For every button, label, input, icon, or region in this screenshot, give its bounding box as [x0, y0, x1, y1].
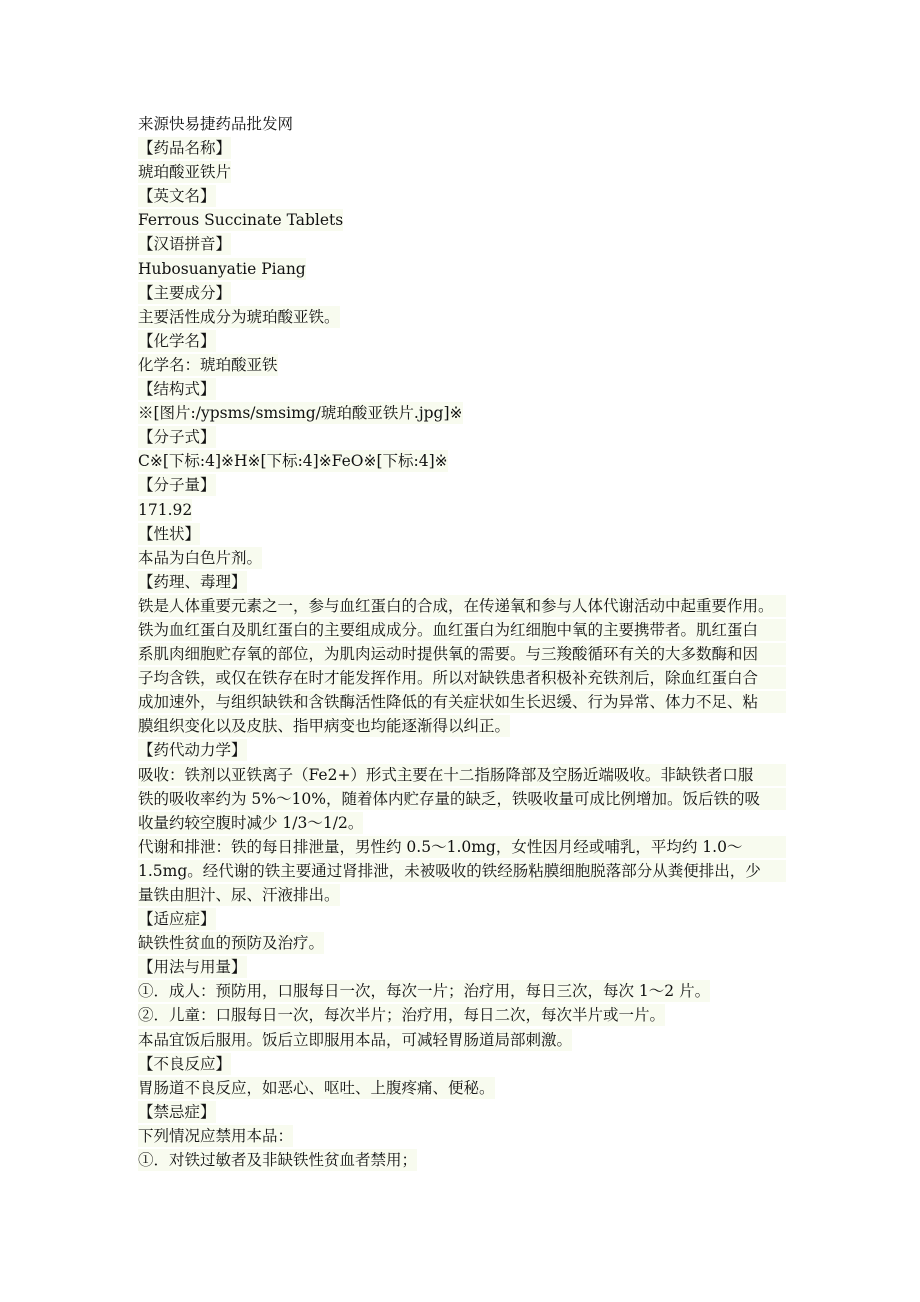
structure-text: ※[图片:/ypsms/smsimg/琥珀酸亚铁片.jpg]※ — [138, 404, 463, 423]
paragraph-line: 子均含铁，或仅在铁存在时才能发挥作用。所以对缺铁患者积极补充铁剂后，除血红蛋白合 — [138, 666, 786, 690]
dosage-child-text: ②．儿童：口服每日一次，每次半片；治疗用，每日二次，每次半片或一片。 — [138, 1006, 666, 1025]
paragraph-line: 收量约较空腹时减少 1/3～1/2。 — [138, 813, 364, 832]
weight-text: 171.92 — [138, 500, 193, 519]
section-heading-pharmacology: 【药理、毒理】 — [138, 572, 247, 591]
section-heading-pinyin: 【汉语拼音】 — [138, 235, 232, 254]
section-heading-english-name: 【英文名】 — [138, 187, 216, 206]
paragraph-line: 1.5mg。经代谢的铁主要通过肾排泄，未被吸收的铁经肠粘膜细胞脱落部分从粪便排出，少 — [138, 859, 786, 883]
section-heading-indications: 【适应症】 — [138, 910, 216, 929]
paragraph-line: 铁是人体重要元素之一，参与血红蛋白的合成，在传递氧和参与人体代谢活动中起重要作用。 — [138, 594, 786, 618]
paragraph-line: 量铁由胆汁、尿、汗液排出。 — [138, 886, 340, 904]
section-heading-formula: 【分子式】 — [138, 428, 216, 447]
section-heading-chemical-name: 【化学名】 — [138, 331, 216, 350]
source-text: 来源快易捷药品批发网 — [138, 115, 294, 133]
dosage-note-text: 本品宜饭后服用。饭后立即服用本品，可减轻胃肠道局部刺激。 — [138, 1030, 573, 1049]
chemical-name-text: 化学名：琥珀酸亚铁 — [138, 355, 278, 374]
section-heading-dosage: 【用法与用量】 — [138, 958, 247, 977]
paragraph-line: 代谢和排泄：铁的每日排泄量，男性约 0.5～1.0mg，女性因月经或哺乳，平均约 1.0～ — [138, 835, 786, 859]
excretion-paragraph — [138, 835, 786, 907]
appearance-text: 本品为白色片剂。 — [138, 548, 263, 567]
paragraph-line: 系肌肉细胞贮存氧的部位，为肌肉运动时提供氧的需要。与三羧酸循环有关的大多数酶和因 — [138, 642, 786, 666]
pinyin-text: Hubosuanyatie Piang — [138, 259, 306, 278]
section-heading-contraindications: 【禁忌症】 — [138, 1102, 216, 1121]
formula-text: C※[下标:4]※H※[下标:4]※FeO※[下标:4]※ — [138, 452, 448, 471]
ingredients-text: 主要活性成分为琥珀酸亚铁。 — [138, 307, 340, 326]
paragraph-line: 膜组织变化以及皮肤、指甲病变也均能逐渐得以纠正。 — [138, 717, 511, 736]
drug-leaflet — [138, 112, 786, 1172]
section-heading-ingredients: 【主要成分】 — [138, 283, 232, 302]
source-line — [138, 112, 786, 136]
section-heading-adverse: 【不良反应】 — [138, 1054, 232, 1073]
indications-text: 缺铁性贫血的预防及治疗。 — [138, 934, 325, 953]
adverse-text: 胃肠道不良反应，如恶心、呕吐、上腹疼痛、便秘。 — [138, 1078, 495, 1097]
english-name-text: Ferrous Succinate Tablets — [138, 211, 344, 230]
paragraph-line: 铁的吸收率约为 5%～10%，随着体内贮存量的缺乏，铁吸收量可成比例增加。饭后铁的吸 — [138, 787, 786, 811]
section-heading-pharmacokinetics: 【药代动力学】 — [138, 741, 247, 760]
contraindications-intro-text: 下列情况应禁用本品： — [138, 1126, 294, 1145]
section-heading-appearance: 【性状】 — [138, 524, 201, 543]
pharmacology-paragraph — [138, 594, 786, 739]
paragraph-line: 成加速外，与组织缺铁和含铁酶活性降低的有关症状如生长迟缓、行为异常、体力不足、粘 — [138, 690, 786, 714]
paragraph-line: 铁为血红蛋白及肌红蛋白的主要组成成分。血红蛋白为红细胞中氧的主要携带者。肌红蛋白 — [138, 618, 786, 642]
section-heading-structure: 【结构式】 — [138, 380, 216, 399]
section-heading-weight: 【分子量】 — [138, 476, 216, 495]
paragraph-line: 吸收：铁剂以亚铁离子（Fe2+）形式主要在十二指肠降部及空肠近端吸收。非缺铁者口服 — [138, 763, 786, 787]
section-heading-drug-name: 【药品名称】 — [138, 139, 232, 158]
drug-name-text: 琥珀酸亚铁片 — [138, 163, 232, 182]
contraindications-item-text: ①．对铁过敏者及非缺铁性贫血者禁用； — [138, 1151, 418, 1170]
absorption-paragraph — [138, 763, 786, 835]
dosage-adult-text: ①．成人：预防用，口服每日一次，每次一片；治疗用，每日三次，每次 1～2 片。 — [138, 982, 711, 1001]
